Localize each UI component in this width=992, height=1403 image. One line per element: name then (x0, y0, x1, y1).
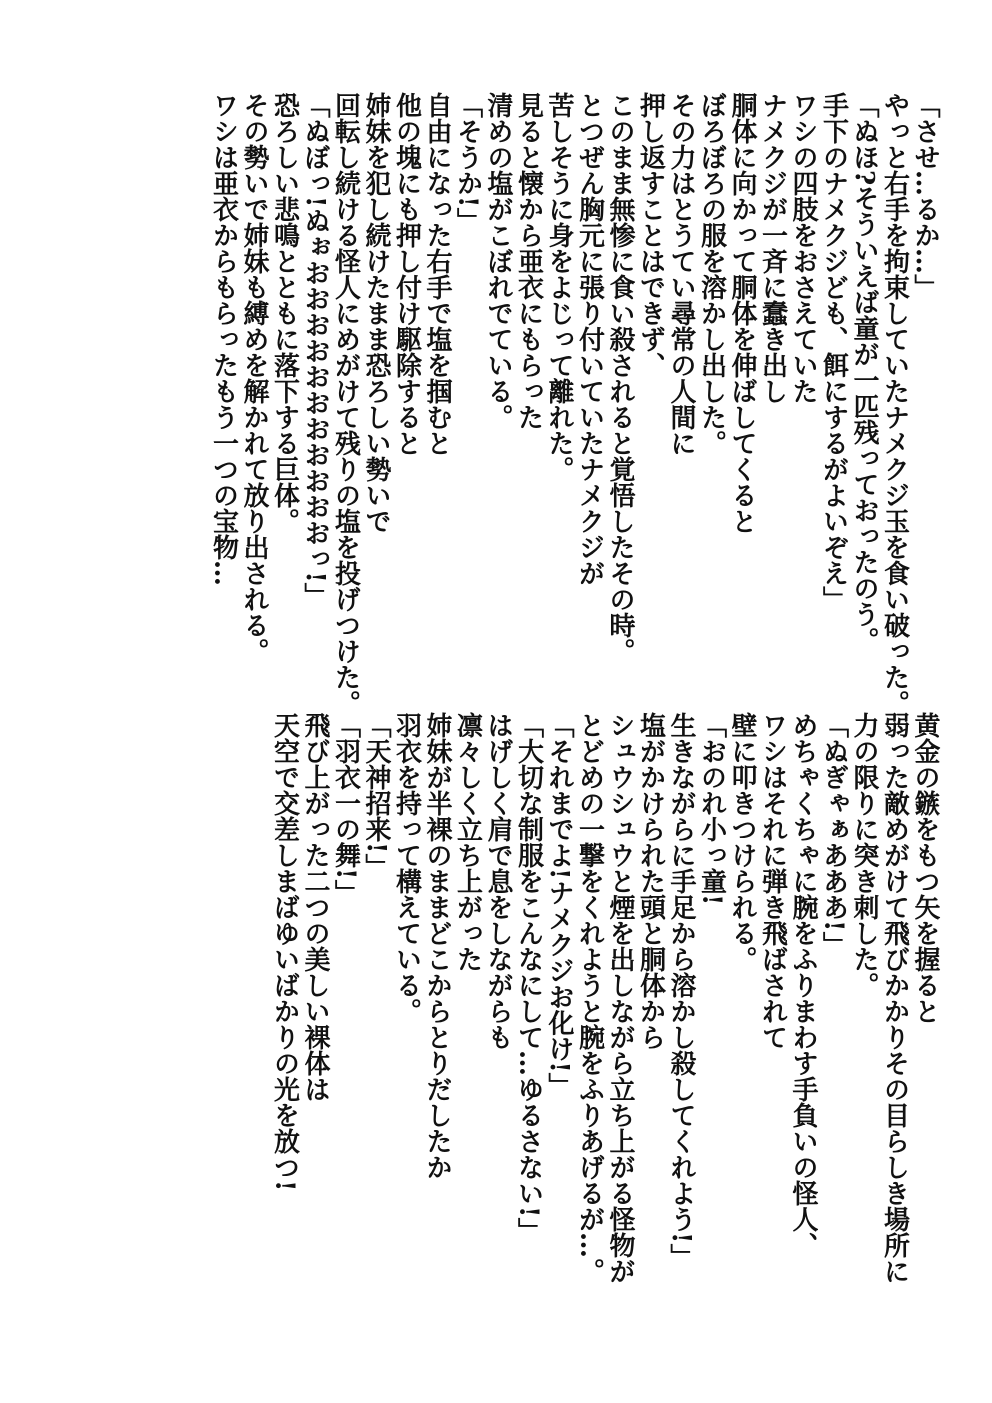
text-line: 他の塊にも押し付け駆除すると (391, 92, 422, 456)
text-line: 胴体に向かって胴体を伸ばしてくると (727, 92, 757, 534)
text-line: ワシは亜衣からもらったもう一つの宝物… (208, 92, 239, 586)
text-line: 壁に叩きつけられる。 (727, 712, 757, 972)
text-line: 「ぬほ?そういえば童が一匹残っておったのう。 (849, 92, 879, 654)
text-line: その力はとうてい尋常の人間に (666, 92, 696, 456)
text-line: 生きながらに手足から溶かし殺してくれよう!」 (666, 712, 696, 1270)
text-line: 「羽衣一の舞!」 (330, 712, 361, 906)
text-line: 見ると懐から亜衣にもらった (513, 92, 544, 430)
text-line: 塩がかけられた頭と胴体から (635, 712, 666, 1050)
text-line: めちゃくちゃに腕をふりまわす手負いの怪人、 (788, 712, 818, 1258)
text-line: 押し返すことはできず、 (635, 92, 666, 378)
text-line: 清めの塩がこぼれでている。 (483, 92, 513, 430)
text-line: 「おのれ小っ童! (696, 712, 727, 906)
text-line: 「ぬぎゃぁあああ!」 (818, 712, 849, 958)
text-line: ワシはそれに弾き飛ばされて (757, 712, 788, 1050)
text-line: 飛び上がった二つの美しい裸体は (300, 712, 330, 1102)
text-line: 凛々しく立ち上がった (452, 712, 483, 972)
text-line: 姉妹を犯し続けたまま恐ろしい勢いで (361, 92, 391, 534)
text-line: ワシの四肢をおさえていた (788, 92, 818, 404)
text-line: ナメクジが一斉に蠢き出し (757, 92, 788, 404)
text-line: 姉妹が半裸のままどこからとりだしたか (422, 712, 452, 1180)
text-line: 力の限りに突き刺した。 (849, 712, 879, 998)
text-line: とどめの一撃をくれようと腕をふりあげるが…。 (574, 712, 605, 1284)
text-line: 「そうか!」 (452, 92, 483, 234)
text-line: 自由になった右手で塩を掴むと (422, 92, 452, 456)
text-line: 「大切な制服をこんなにして…ゆるさない!」 (513, 712, 544, 1244)
text-line: このまま無惨に食い殺されると覚悟したその時。 (605, 92, 635, 664)
text-line: 「させ…るか…」 (910, 92, 940, 300)
text-line: とつぜん胸元に張り付いていたナメクジが (574, 92, 605, 586)
text-line: 「天神招来!」 (361, 712, 391, 880)
text-block-top (208, 92, 940, 716)
text-line: 「ぬぼっ!ぬぉおおおおおおおおおおおっ!」 (300, 92, 330, 609)
text-line: 天空で交差しまばゆいばかりの光を放つ! (269, 712, 300, 1192)
text-line: 恐ろしい悲鳴とともに落下する巨体。 (269, 92, 300, 534)
text-line: 手下のナメクジども、餌にするがよいぞえ」 (818, 92, 849, 612)
text-block-bottom (220, 712, 940, 1312)
text-line: 羽衣を持って構えている。 (391, 712, 422, 1024)
text-line: 黄金の鏃をもつ矢を握ると (910, 712, 940, 1024)
text-line: やっと右手を拘束していたナメクジ玉を食い破った。 (879, 92, 910, 716)
text-line: 苦しそうに身をよじって離れた。 (544, 92, 574, 482)
text-line: シュウシュウと煙を出しながら立ち上がる怪物が (605, 712, 635, 1284)
text-line: 弱った敵めがけて飛びかかりその目らしき場所に (879, 712, 910, 1284)
text-line: ぼろぼろの服を溶かし出した。 (696, 92, 727, 456)
text-line: はげしく肩で息をしながらも (483, 712, 513, 1050)
text-line: 回転し続ける怪人にめがけて残りの塩を投げつけた。 (330, 92, 361, 716)
text-line: その勢いで姉妹も縛めを解かれて放り出される。 (239, 92, 269, 664)
text-line: 「それまでよ!ナメクジお化け!」 (544, 712, 574, 1099)
